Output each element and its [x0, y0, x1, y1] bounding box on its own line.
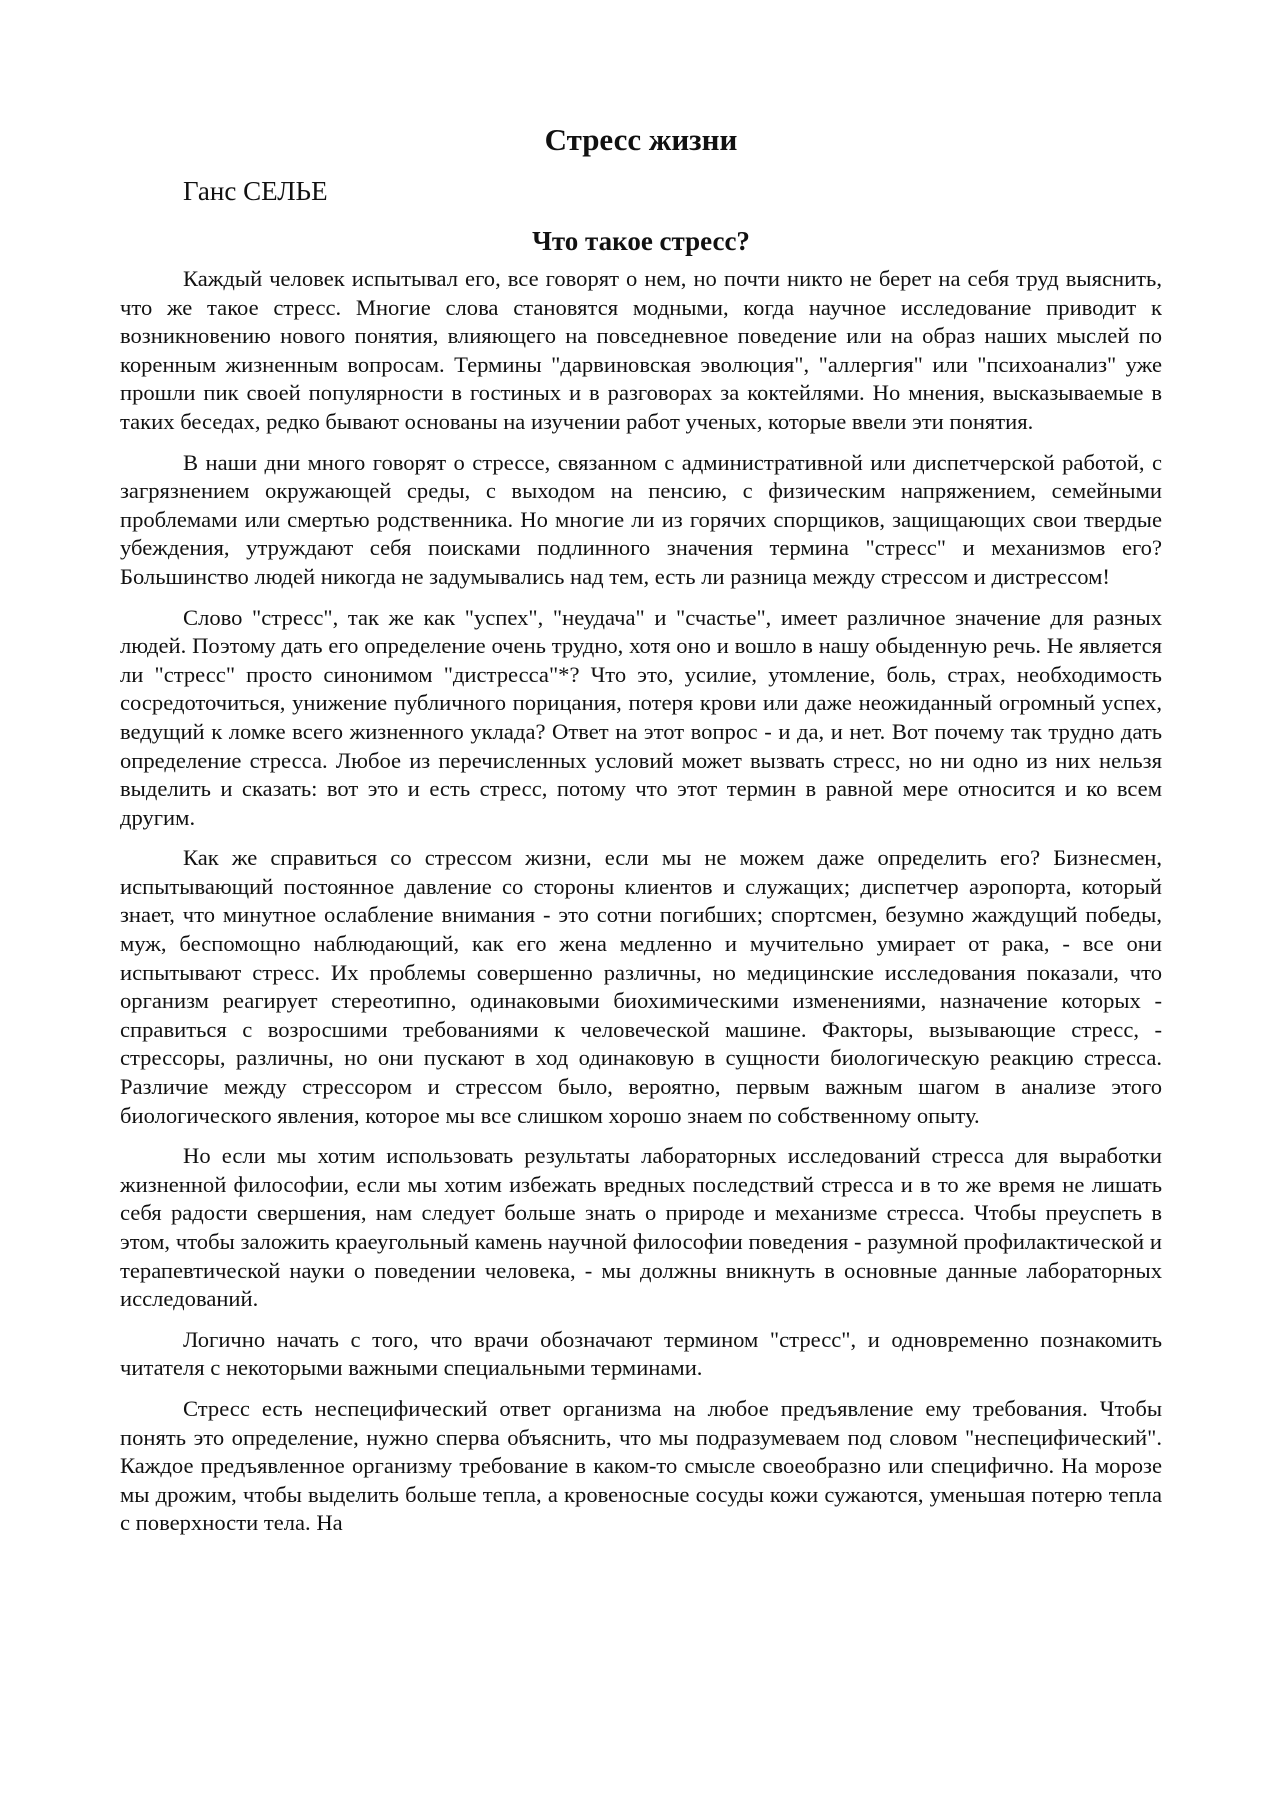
document-page [120, 117, 1162, 1550]
paragraph-2: В наши дни много говорят о стрессе, связанном с административной или диспетчерской работой, с загрязнением окружающей среды, с выходом на пенсию, с физическим напряжением, семейными проблемами или смертью родственника. Но многие ли из горячих спорщиков, защищающих свои твердые убеждения, утруждают себя поисками подлинного значения термина "стресс" и механизмов его? Большинство людей никогда не задумывались над тем, есть ли разница между стрессом и дистрессом! [120, 449, 1162, 589]
paragraph-6: Логично начать с того, что врачи обозначают термином "стресс", и одновременно познакомить читателя с некоторыми важными специальными терминами. [120, 1326, 1162, 1381]
document-title: Стресс жизни [544, 122, 738, 157]
paragraph-7: Стресс есть неспецифический ответ организма на любое предъявление ему требования. Чтобы понять это определение, нужно сперва объяснить, что мы подразумеваем под словом "неспецифический". Каждое предъявленное организму требование в каком-то смысле своеобразно или специфично. На морозе мы дрожим, чтобы выделить больше тепла, а кровеносные сосуды кожи сужаются, уменьшая потерю тепла с поверхности тела. На [120, 1395, 1162, 1536]
author-name: Ганс СЕЛЬЕ [183, 176, 328, 206]
paragraph-3: Слово "стресс", так же как "успех", "неудача" и "счастье", имеет различное значение для разных людей. Поэтому дать его определение очень трудно, хотя оно и вошло в нашу обыденную речь. Не является ли "стресс" просто синонимом "дистресса"*? Что это, усилие, утомление, боль, страх, необходимость сосредоточиться, унижение публичного порицания, потеря крови или даже неожиданный огромный успех, ведущий к ломке всего жизненного уклада? Ответ на этот вопрос - и да, и нет. Вот почему так трудно дать определение стресса. Любое из перечисленных условий может вызвать стресс, но ни одно из них нельзя выделить и сказать: вот это и есть стресс, потому что этот термин в равной мере относится и ко всем другим. [120, 604, 1162, 830]
section-title: Что такое стресс? [532, 226, 750, 256]
paragraph-1: Каждый человек испытывал его, все говорят о нем, но почти никто не берет на себя труд выяснить, что же такое стресс. Многие слова становятся модными, когда научное исследование приводит к возникновению нового понятия, влияющего на повседневное поведение или на образ наших мыслей по коренным жизненным вопросам. Термины "дарвиновская эволюция", "аллергия" или "психоанализ" уже прошли пик своей популярности в гостиных и в разговорах за коктейлями. Но мнения, высказываемые в таких беседах, редко бывают основаны на изучении работ ученых, которые ввели эти понятия. [120, 266, 1162, 434]
paragraph-4: Как же справиться со стрессом жизни, если мы не можем даже определить его? Бизнесмен, испытывающий постоянное давление со стороны клиентов и служащих; диспетчер аэропорта, который знает, что минутное ослабление внимания - это сотни погибших; спортсмен, безумно жаждущий победы, муж, беспомощно наблюдающий, как его жена медленно и мучительно умирает от рака, - все они испытывают стресс. Их проблемы совершенно различны, но медицинские исследования показали, что организм реагирует стереотипно, одинаковыми биохимическими изменениями, назначение которых - справиться с возросшими требованиями к человеческой машине. Факторы, вызывающие стресс, - стрессоры, различны, но они пускают в ход одинаковую в сущности биологическую реакцию стресса. Различие между стрессором и стрессом было, вероятно, первым важным шагом в анализе этого биологического явления, которое мы все слишком хорошо знаем по собственному опыту. [120, 845, 1162, 1128]
paragraph-5: Но если мы хотим использовать результаты лабораторных исследований стресса для выработки жизненной философии, если мы хотим избежать вредных последствий стресса и в то же время не лишать себя радости свершения, нам следует больше знать о природе и механизме стресса. Чтобы преуспеть в этом, чтобы заложить краеугольный камень научной философии поведения - разумной профилактической и терапевтической науки о поведении человека, - мы должны вникнуть в основные данные лабораторных исследований. [120, 1143, 1162, 1312]
